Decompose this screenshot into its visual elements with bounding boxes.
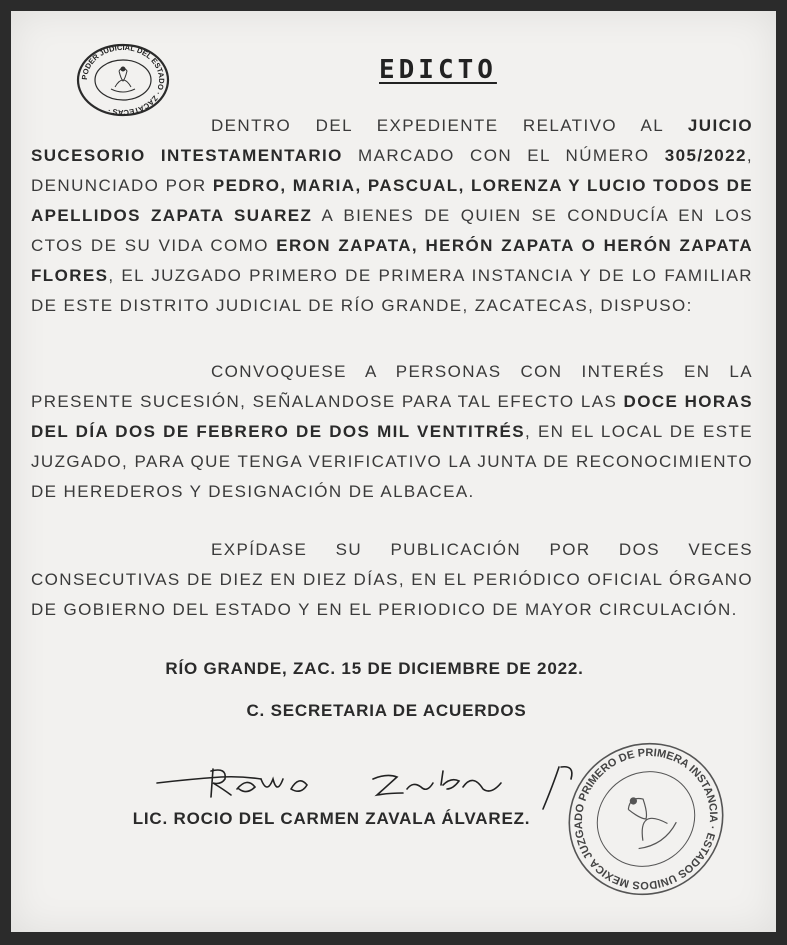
court-seal-icon: [75, 43, 171, 117]
mexican-coat-of-arms-icon: [111, 67, 135, 92]
edict-document: [11, 11, 776, 932]
svg-text:JUZGADO PRIMERO DE PRIMERA INS: JUZGADO PRIMERO DE PRIMERA INSTANCIA · ESTADOS UNIDOS MEXICANOS: [572, 746, 720, 892]
svg-text:PODER JUDICIAL DEL ESTADO · ZA: PODER JUDICIAL DEL ESTADO · ZACATECAS ·: [79, 43, 167, 117]
document-title: EDICTO: [379, 55, 497, 85]
paragraph-expediente: DENTRO DEL EXPEDIENTE RELATIVO AL JUICIO SUCESORIO INTESTAMENTARIO MARCADO CON EL NÚMERO 305/2022, DENUNCIADO POR PEDRO, MARIA, PASCUAL, LORENZA Y LUCIO TODOS DE APELLIDOS ZAPATA SUAREZ A BIENES DE QUIEN SE CONDUCÍA EN LOS CTOS DE SU VIDA COMO ERON ZAPATA, HERÓN ZAPATA O HERÓN ZAPATA FLORES, EL JUZGADO PRIMERO DE PRIMERA INSTANCIA Y DE LO FAMILIAR DE ESTE DISTRITO JUDICIAL DE RÍO GRANDE, ZACATECAS, DISPUSO:: [31, 116, 754, 315]
office-title: C. SECRETARIA DE ACUERDOS: [246, 701, 527, 720]
paragraph-publicacion: EXPÍDASE SU PUBLICACIÓN POR DOS VECES CONSECUTIVAS DE DIEZ EN DIEZ DÍAS, EN EL PERIÓDICO OFICIAL ÓRGANO DE GOBIERNO DEL ESTADO Y EN EL PERIODICO DE MAYOR CIRCULACIÓN.: [31, 540, 753, 619]
signer-name: LIC. ROCIO DEL CARMEN ZAVALA ÁLVAREZ.: [132, 809, 531, 828]
court-stamp-icon: [561, 739, 731, 899]
paragraph-convocatoria: CONVOQUESE A PERSONAS CON INTERÉS EN LA PRESENTE SUCESIÓN, SEÑALANDOSE PARA TAL EFECTO LAS DOCE HORAS DEL DÍA DOS DE FEBRERO DE DOS MIL VENTITRÉS, EN EL LOCAL DE ESTE JUZGADO, PARA QUE TENGA VERIFICATIVO LA JUNTA DE RECONOCIMIENTO DE HEREDEROS Y DESIGNACIÓN DE ALBACEA.: [31, 362, 753, 501]
date-line: RÍO GRANDE, ZAC. 15 DE DICIEMBRE DE 2022.: [165, 659, 584, 678]
